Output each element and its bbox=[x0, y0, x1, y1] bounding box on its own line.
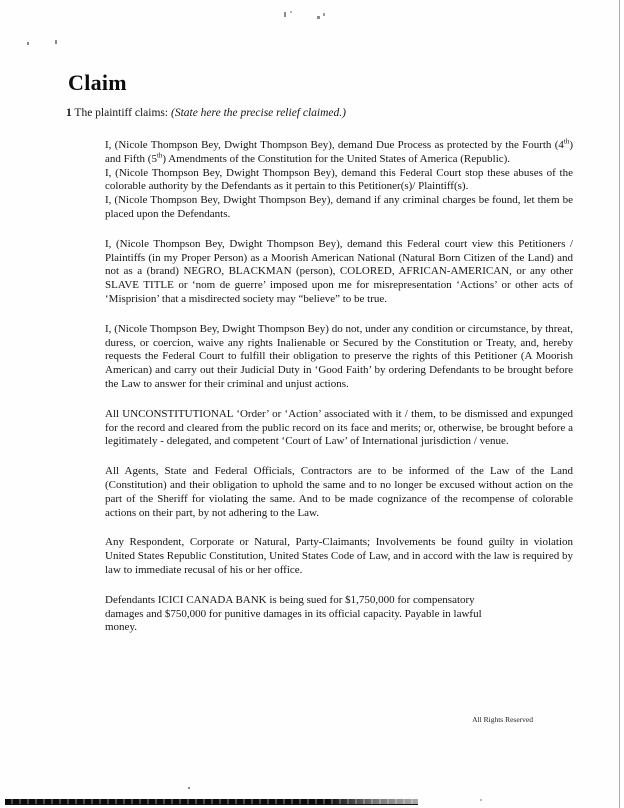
paragraph-line: damages and $750,000 for punitive damages in its official capacity. Payable in lawful bbox=[105, 607, 482, 620]
scan-artifact bbox=[290, 11, 292, 13]
paragraph-agents-officials bbox=[105, 465, 573, 520]
scan-artifact bbox=[27, 42, 29, 45]
claim-body bbox=[105, 139, 573, 651]
scan-artifact bbox=[317, 16, 320, 19]
paragraph-moorish-national bbox=[105, 238, 573, 307]
paragraph-text: I, (Nicole Thompson Bey, Dwight Thompson Bey), demand if any criminal charges be found, let them be placed upon the Defendants. bbox=[105, 194, 573, 220]
paragraph-line: money. bbox=[105, 621, 137, 634]
paragraph-text: Any Respondent, Corporate or Natural, Party-Claimants; Involvements be found guilty in violation United States Republic Constitution, United States Code of Law, and in accord with the law is required by law to immediate recusal of his or her office. bbox=[105, 536, 573, 576]
paragraph-line: Defendants ICICI CANADA BANK is being sued for $1,750,000 for compensatory bbox=[105, 593, 475, 606]
paragraph-damages bbox=[105, 594, 573, 635]
paragraph-respondents bbox=[105, 536, 573, 577]
claim-label: The plaintiff claims: bbox=[74, 107, 169, 119]
claim-statement-line bbox=[66, 107, 346, 119]
paragraph-due-process bbox=[105, 139, 573, 222]
scan-artifact bbox=[188, 787, 190, 789]
paragraph-text: I, (Nicole Thompson Bey, Dwight Thompson Bey), demand this Federal Court stop these abuses of the colorable authority by the Defendants as it pertain to this Petitioner(s)/ Plaintiff(s). bbox=[105, 166, 573, 193]
paragraph-no-waiver bbox=[105, 323, 573, 392]
paragraph-text: I, (Nicole Thompson Bey, Dwight Thompson Bey) do not, under any condition or circumstance, by threat, duress, or coercion, waive any rights Inalienable or Secured by the Constitution or Treaty, and, hereby requests the Federal Court to fulfill their obligation to preserve the rights of this Petitioner (A Moorish American) and carry out their Judicial Duty in ‘Good Faith’ by ordering Defendants to be brought before the Law to answer for their criminal and unjust actions. bbox=[105, 322, 573, 390]
paragraph-unconstitutional-orders bbox=[105, 408, 573, 449]
scan-artifact bbox=[55, 40, 57, 44]
claim-form-note: (State here the precise relief claimed.) bbox=[170, 107, 346, 119]
scan-edge-bar bbox=[5, 799, 418, 805]
all-rights-reserved-note: All Rights Reserved bbox=[472, 715, 533, 724]
ordinal-superscript: th bbox=[563, 137, 570, 146]
scan-artifact bbox=[480, 799, 482, 801]
page-title: Claim bbox=[68, 70, 127, 95]
paragraph-text: I, (Nicole Thompson Bey, Dwight Thompson Bey), demand Due Process as protected by the Fourth (4th) and Fifth (5th) Amendments of the Constitution for the United States of America (Republic). bbox=[105, 137, 573, 165]
page-edge-scan-line bbox=[619, 0, 620, 808]
scan-artifact bbox=[323, 13, 325, 16]
paragraph-text: I, (Nicole Thompson Bey, Dwight Thompson Bey), demand this Federal court view this Petitioners / Plaintiffs (in my Proper Person) as a Moorish American National (Natural Born Citizen of the Land) and not as a (brand) NEGRO, BLACKMAN (person), COLORED, AFRICAN-AMERICAN, or any other SLAVE TITLE or ‘nom de guerre’ imposed upon me for misrepresentation ‘Actions’ or other acts of ‘Misprision’ that a misdirected society may “believe” to be true. bbox=[105, 237, 573, 305]
scan-artifact bbox=[284, 12, 286, 17]
claim-number: 1 bbox=[66, 107, 72, 119]
ordinal-superscript: th bbox=[156, 151, 163, 160]
paragraph-text: All UNCONSTITUTIONAL ‘Order’ or ‘Action’ associated with it / them, to be dismissed and expunged for the record and cleared from the public record on its face and merits; or, otherwise, be brought before a legitimately - delegated, and competent ‘Court of Law’ of International jurisdiction / venue. bbox=[105, 407, 573, 448]
paragraph-text: All Agents, State and Federal Officials, Contractors are to be informed of the Law of the Land (Constitution) and their obligation to uphold the same and to no longer be excused without action on the part of the Sheriff for violating the same. And to be made cognizance of the recompense of colorable actions on their part, by not adhering to the Law. bbox=[105, 465, 573, 519]
